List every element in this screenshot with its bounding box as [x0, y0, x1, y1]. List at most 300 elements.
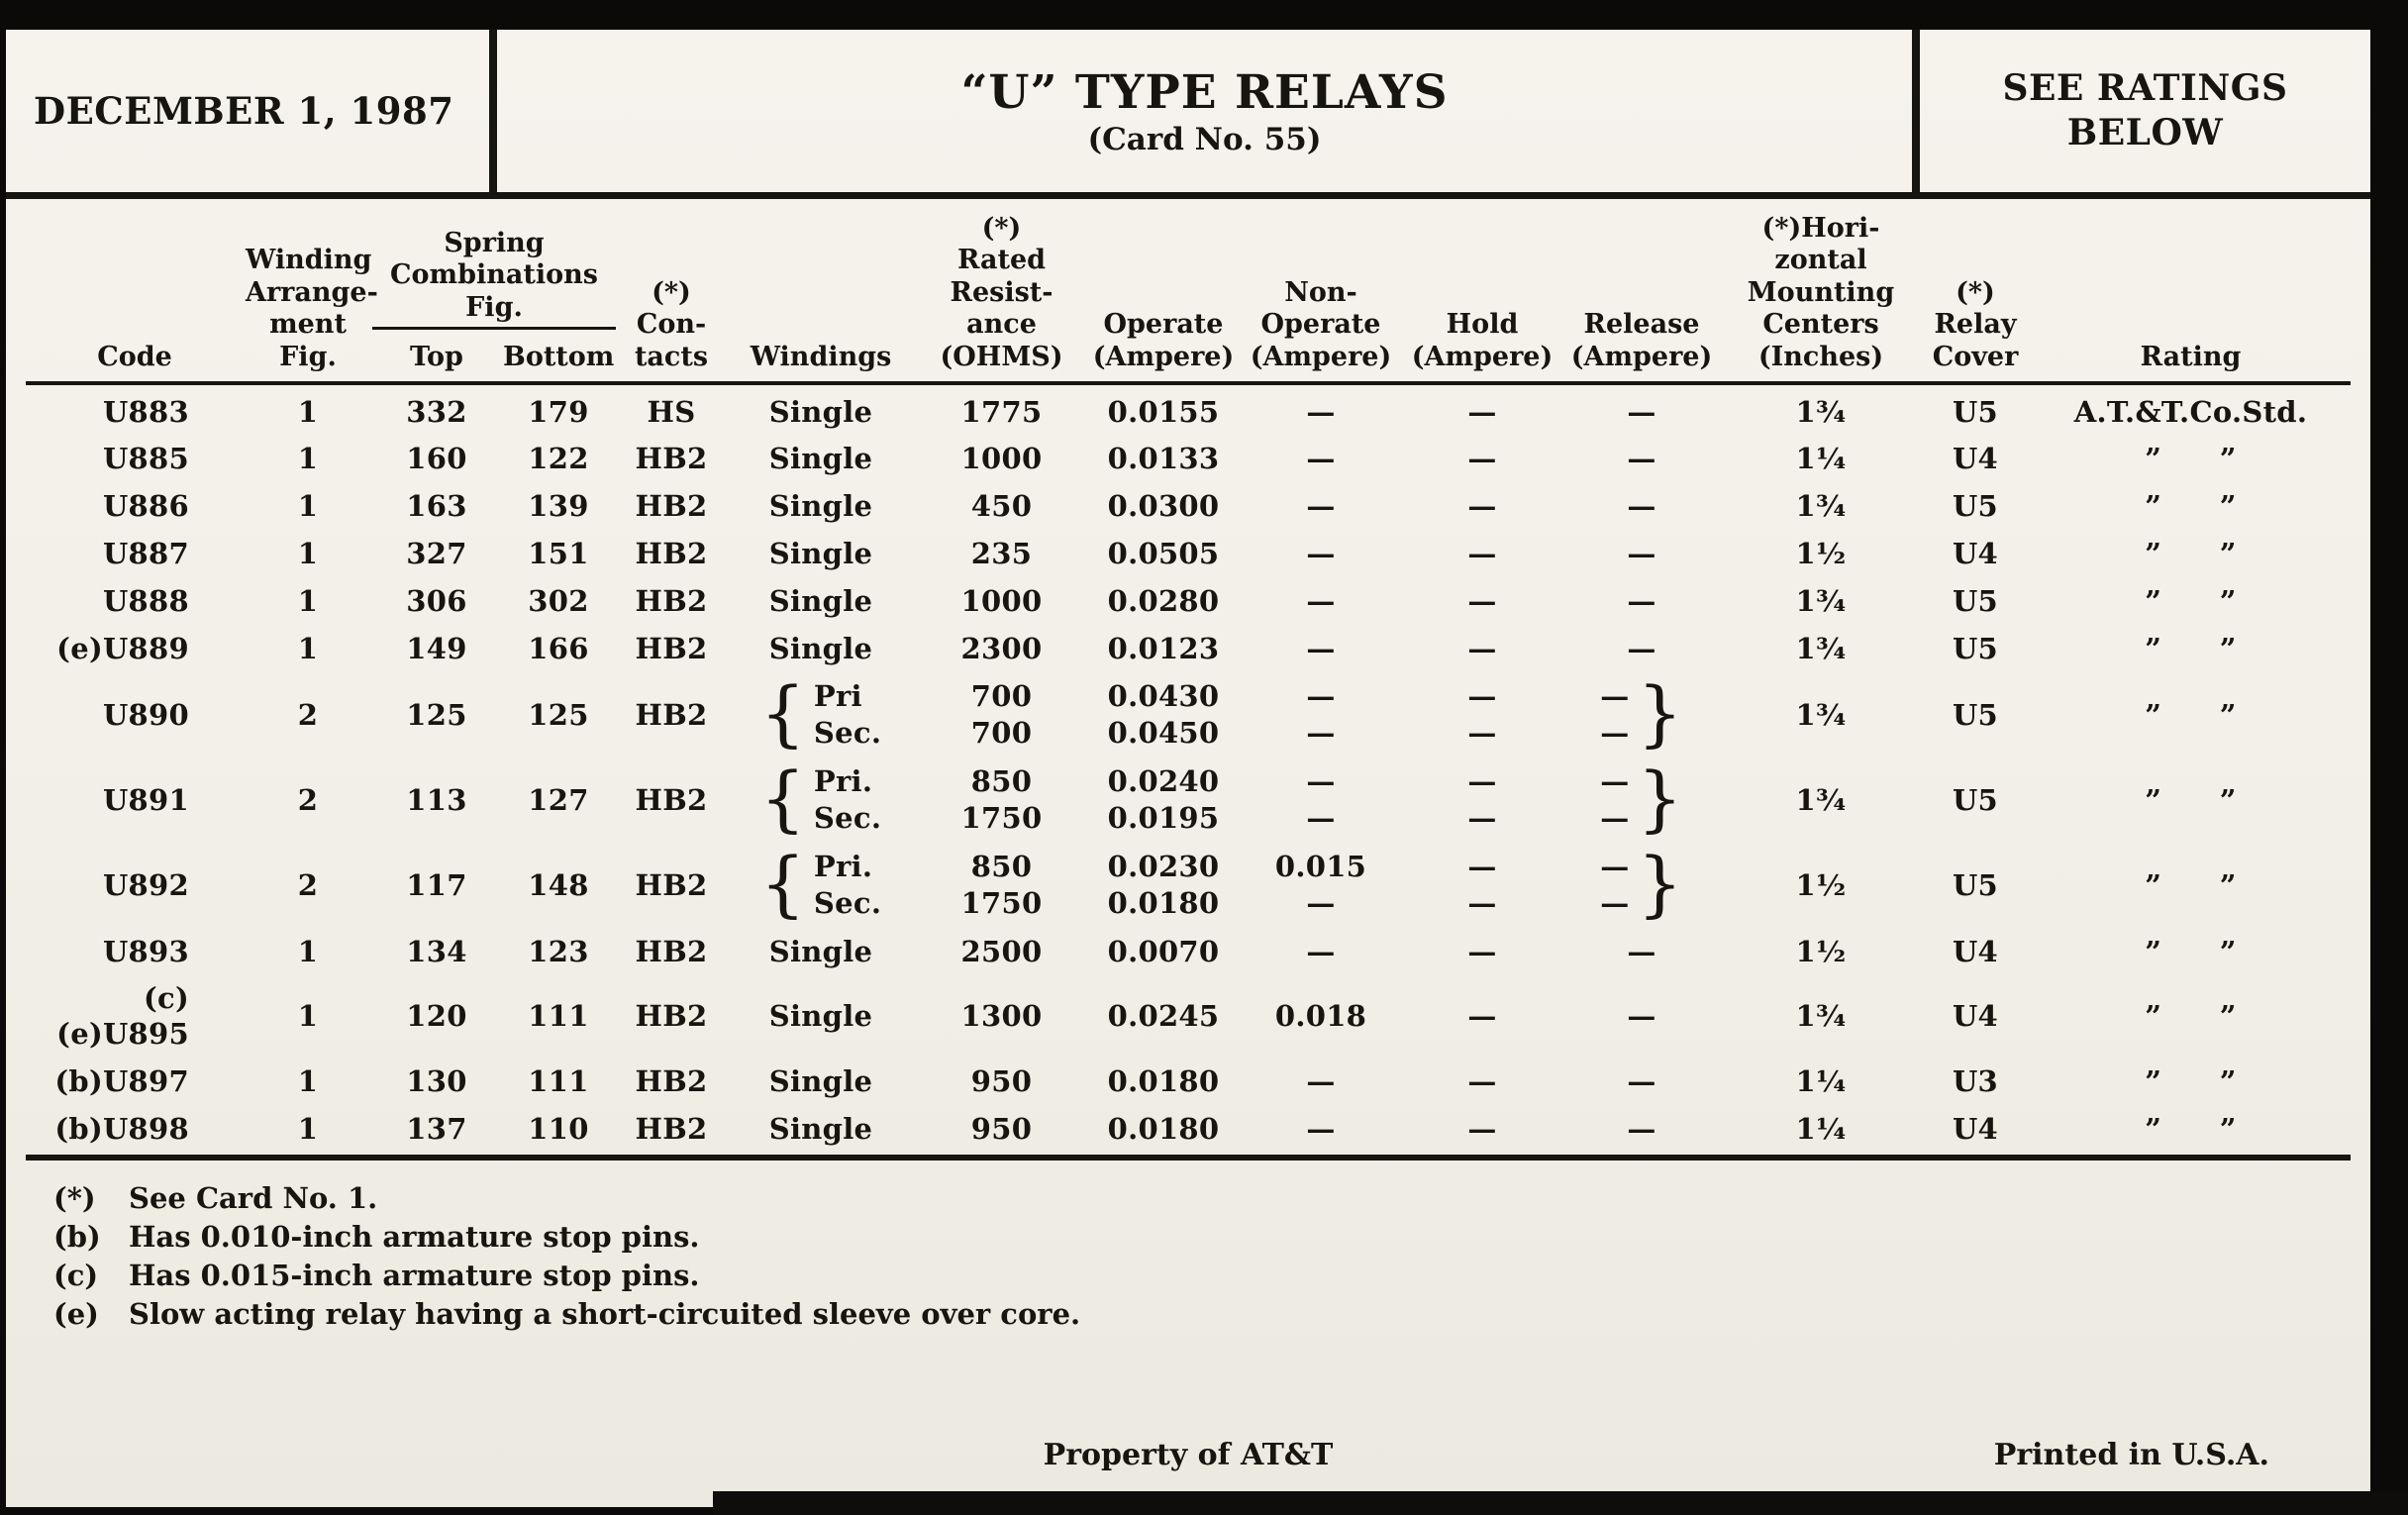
cell-contacts: HB2 — [635, 783, 708, 818]
col-header-mounting: (*)Hori- zontal Mounting Centers (Inches) — [1722, 199, 1920, 383]
cell-code: U888 — [102, 584, 189, 619]
col-header-release: Release (Ampere) — [1561, 199, 1722, 383]
cell-mounting: 1¼ — [1795, 442, 1847, 476]
cell-operate: 0.0155 — [1107, 394, 1220, 429]
cell-line: Sec. — [813, 886, 882, 921]
cell-spring_bottom: 122 — [528, 442, 589, 476]
cell-line: 850 — [970, 850, 1033, 884]
cell-spring_top: 137 — [406, 1111, 467, 1146]
cell-resistance: 1775 — [960, 394, 1043, 429]
cell-release — [1561, 843, 1722, 928]
cell-operate — [1088, 843, 1239, 928]
cell-rating: ” ” — [2145, 1063, 2237, 1098]
col-header-operate: Operate (Ampere) — [1088, 199, 1239, 383]
cell-operate: 0.0123 — [1107, 632, 1220, 666]
cell-rating: ” ” — [2145, 935, 2237, 969]
table-row — [26, 625, 2351, 672]
cell-rating: ” ” — [2145, 584, 2237, 619]
cell-windings: Single — [768, 935, 873, 969]
cell-stack — [814, 849, 881, 922]
cell-line: — — [1467, 679, 1497, 714]
cell-spring_top: 306 — [406, 584, 467, 619]
cell-line: — — [1306, 716, 1336, 751]
cell-line: — — [1306, 886, 1336, 921]
cell-line: — — [1467, 850, 1497, 884]
cell-line: — — [1600, 801, 1630, 836]
cell-line: Pri. — [813, 850, 873, 884]
cell-line: — — [1600, 679, 1630, 714]
cell-stack — [1241, 678, 1401, 752]
cell-line: — — [1600, 764, 1630, 799]
cell-stack — [917, 763, 1086, 837]
cell-release — [1561, 758, 1722, 843]
cell-winding_fig: 1 — [297, 442, 319, 476]
cell-line: — — [1467, 801, 1497, 836]
cell-winding_fig: 1 — [297, 1063, 319, 1098]
cell-stack — [1600, 763, 1629, 837]
cell-code: U885 — [102, 442, 189, 476]
cell-mounting: 1¾ — [1795, 632, 1847, 666]
card-title-block — [489, 30, 1912, 192]
cell-resistance: 1000 — [960, 584, 1043, 619]
cell-winding_fig: 1 — [297, 632, 319, 666]
cell-windings: Single — [768, 442, 873, 476]
cell-stack — [1090, 763, 1237, 837]
cell-winding_fig: 1 — [297, 489, 319, 524]
col-header-hold: Hold (Ampere) — [1403, 199, 1561, 383]
cell-line: — — [1306, 679, 1336, 714]
cell-spring_bottom: 151 — [528, 537, 589, 571]
cell-stack — [814, 678, 881, 752]
cell-non_operate — [1239, 758, 1403, 843]
cell-mounting: 1½ — [1795, 935, 1847, 969]
footnote-text: Has 0.010-inch armature stop pins. — [129, 1219, 700, 1254]
cell-non_operate: — — [1306, 394, 1336, 429]
cell-windings — [727, 672, 915, 758]
cell-resistance: 950 — [970, 1063, 1033, 1098]
cell-line: 1750 — [960, 801, 1043, 836]
cell-rating: ” ” — [2145, 698, 2237, 733]
cell-line: 1750 — [960, 886, 1043, 921]
right-brace: } — [1637, 757, 1683, 841]
cell-line: 700 — [970, 716, 1033, 751]
table-row — [26, 843, 2351, 928]
cell-line: 0.0230 — [1107, 850, 1220, 884]
cell-rating: ” ” — [2145, 442, 2237, 476]
cell-operate: 0.0180 — [1107, 1063, 1220, 1098]
cell-release: — — [1627, 394, 1656, 429]
cell-operate: 0.0505 — [1107, 537, 1220, 571]
cell-spring_bottom: 127 — [528, 783, 589, 818]
footnote-mark: (e) — [53, 1296, 99, 1331]
cell-contacts: HB2 — [635, 632, 708, 666]
cell-line: — — [1600, 850, 1630, 884]
cell-spring_bottom: 111 — [528, 1063, 589, 1098]
cell-cover: U5 — [1952, 632, 1999, 666]
cell-line: — — [1306, 801, 1336, 836]
cell-hold: — — [1467, 935, 1497, 969]
cell-winding_fig: 1 — [297, 999, 319, 1034]
cell-line: 850 — [970, 764, 1033, 799]
cell-code: U891 — [102, 783, 189, 818]
cell-mounting: 1¼ — [1795, 1111, 1847, 1146]
cell-release: — — [1627, 584, 1656, 619]
cell-stack — [1600, 849, 1629, 922]
col-header-code: Code — [26, 199, 244, 383]
cell-stack — [1405, 849, 1559, 922]
cell-contacts: HB2 — [635, 999, 708, 1034]
cell-winding_fig: 1 — [297, 1111, 319, 1146]
cell-mounting: 1¾ — [1795, 584, 1847, 619]
header-row-1 — [26, 199, 2351, 329]
table-row — [26, 928, 2351, 975]
cell-stack — [1600, 678, 1629, 752]
cell-spring_top: 125 — [406, 698, 467, 733]
cell-spring_top: 113 — [406, 783, 467, 818]
cell-spring_top: 117 — [406, 868, 467, 903]
footnote-text: See Card No. 1. — [129, 1180, 378, 1215]
cell-windings: Single — [768, 584, 873, 619]
cell-rating: ” ” — [2145, 1111, 2237, 1146]
footnote — [53, 1181, 2370, 1215]
cell-resistance: 1300 — [960, 999, 1043, 1034]
cell-spring_top: 130 — [406, 1063, 467, 1098]
cell-line: Pri — [813, 679, 862, 714]
spring-group-header: Spring Combinations Fig. — [372, 199, 616, 329]
cell-line: — — [1306, 764, 1336, 799]
col-header-spring_bottom: Bottom — [501, 329, 616, 383]
cell-stack — [1241, 849, 1401, 922]
cell-resistance: 2300 — [960, 632, 1043, 666]
card-page — [6, 30, 2370, 1507]
cell-hold: — — [1467, 1111, 1497, 1146]
cell-contacts: HB2 — [635, 1111, 708, 1146]
cell-line: 0.015 — [1274, 850, 1367, 884]
col-header-windings: Windings — [727, 199, 915, 383]
cell-code: (b)U898 — [54, 1111, 189, 1146]
footnote-mark: (*) — [53, 1180, 96, 1215]
cell-non_operate: — — [1306, 935, 1336, 969]
cell-non_operate — [1239, 672, 1403, 758]
release-brace-group — [1563, 757, 1720, 841]
cell-spring_top: 332 — [406, 394, 467, 429]
cell-line: — — [1600, 886, 1630, 921]
cell-spring_bottom: 110 — [528, 1111, 589, 1146]
cell-operate: 0.0300 — [1107, 489, 1220, 524]
cell-winding_fig: 1 — [297, 584, 319, 619]
cell-line: Sec. — [813, 801, 882, 836]
cell-operate: 0.0180 — [1107, 1111, 1220, 1146]
col-header-resistance: (*) Rated Resist- ance (OHMS) — [915, 199, 1088, 383]
cell-release: — — [1627, 442, 1656, 476]
col-header-winding_fig: Winding Arrange- ment Fig. — [244, 199, 372, 383]
cell-hold — [1403, 758, 1561, 843]
cell-windings: Single — [768, 394, 873, 429]
table-row — [26, 577, 2351, 625]
cell-operate: 0.0245 — [1107, 999, 1220, 1034]
windings-brace-group — [729, 757, 913, 841]
cell-spring_bottom: 148 — [528, 868, 589, 903]
cell-spring_top: 163 — [406, 489, 467, 524]
cell-spring_top: 134 — [406, 935, 467, 969]
cell-spring_bottom: 111 — [528, 999, 589, 1034]
cell-cover: U4 — [1952, 1111, 1999, 1146]
cell-rating: ” ” — [2145, 489, 2237, 524]
cell-resistance: 950 — [970, 1111, 1033, 1146]
cell-cover: U5 — [1952, 584, 1999, 619]
cell-stack — [1405, 678, 1559, 752]
cell-rating: ” ” — [2145, 999, 2237, 1034]
cell-line: Sec. — [813, 716, 882, 751]
footnote — [53, 1220, 2370, 1254]
cell-line: Pri. — [813, 764, 873, 799]
cell-cover: U4 — [1952, 442, 1999, 476]
ratings-note-line1: SEE RATINGS — [2002, 67, 2288, 109]
cell-operate: 0.0133 — [1107, 442, 1220, 476]
cell-cover: U5 — [1952, 698, 1999, 733]
cell-code: (b)U897 — [54, 1063, 189, 1098]
cell-winding_fig: 2 — [297, 783, 319, 818]
cell-line: 0.0450 — [1107, 716, 1220, 751]
cell-line: — — [1467, 716, 1497, 751]
relay-table-head — [26, 199, 2351, 383]
ratings-note — [1912, 30, 2370, 192]
cell-spring_top: 160 — [406, 442, 467, 476]
footer-printed-text: Printed in U.S.A. — [1993, 1438, 2269, 1472]
cell-spring_bottom: 302 — [528, 584, 589, 619]
cell-mounting: 1¼ — [1795, 1063, 1847, 1098]
cell-hold: — — [1467, 1063, 1497, 1098]
table-row — [26, 435, 2351, 482]
cell-stack — [917, 678, 1086, 752]
cell-windings — [727, 758, 915, 843]
cell-resistance — [915, 843, 1088, 928]
table-row — [26, 530, 2351, 577]
card-footer — [6, 1438, 2370, 1479]
cell-cover: U5 — [1952, 868, 1999, 903]
cell-contacts: HB2 — [635, 1063, 708, 1098]
cell-rating: ” ” — [2145, 868, 2237, 903]
table-row — [26, 482, 2351, 530]
cell-windings: Single — [768, 632, 873, 666]
cell-cover: U4 — [1952, 537, 1999, 571]
cell-spring_top: 149 — [406, 632, 467, 666]
table-row — [26, 975, 2351, 1058]
footnote — [53, 1297, 2370, 1331]
cell-mounting: 1½ — [1795, 868, 1847, 903]
cell-rating: ” ” — [2145, 783, 2237, 818]
cell-line: — — [1467, 886, 1497, 921]
cell-line: 0.0240 — [1107, 764, 1220, 799]
col-header-contacts: (*) Con- tacts — [616, 199, 727, 383]
cell-winding_fig: 2 — [297, 868, 319, 903]
left-brace: { — [759, 757, 806, 841]
cell-resistance — [915, 758, 1088, 843]
scan-bottom-edge — [713, 1491, 2408, 1515]
cell-winding_fig: 1 — [297, 537, 319, 571]
cell-non_operate: — — [1306, 537, 1336, 571]
relay-table — [26, 199, 2351, 1153]
table-row — [26, 383, 2351, 435]
cell-resistance: 235 — [970, 537, 1033, 571]
card-header — [6, 30, 2370, 199]
footnote-text: Has 0.015-inch armature stop pins. — [129, 1258, 700, 1292]
ratings-note-line2: BELOW — [2066, 112, 2224, 153]
cell-spring_bottom: 125 — [528, 698, 589, 733]
cell-non_operate: 0.018 — [1274, 999, 1367, 1034]
cell-stack — [1090, 678, 1237, 752]
cell-line: 700 — [970, 679, 1033, 714]
cell-code: U893 — [102, 935, 189, 969]
cell-spring_bottom: 139 — [528, 489, 589, 524]
cell-stack — [917, 849, 1086, 922]
cell-mounting: 1½ — [1795, 537, 1847, 571]
cell-code: (e)U889 — [56, 632, 189, 666]
cell-cover: U5 — [1952, 489, 1999, 524]
cell-code: U890 — [102, 698, 189, 733]
cell-cover: U4 — [1952, 935, 1999, 969]
col-header-spring_top: Top — [372, 329, 501, 383]
cell-line: 0.0180 — [1107, 886, 1220, 921]
cell-resistance: 2500 — [960, 935, 1043, 969]
release-brace-group — [1563, 842, 1720, 926]
cell-release: — — [1627, 935, 1656, 969]
cell-line: — — [1600, 716, 1630, 751]
cell-winding_fig: 1 — [297, 935, 319, 969]
cell-operate — [1088, 758, 1239, 843]
cell-code: U887 — [102, 537, 189, 571]
col-header-cover: (*) Relay Cover — [1920, 199, 2031, 383]
footnote-text: Slow acting relay having a short-circuited sleeve over core. — [129, 1296, 1081, 1331]
cell-contacts: HB2 — [635, 935, 708, 969]
table-row — [26, 672, 2351, 758]
cell-hold: — — [1467, 584, 1497, 619]
cell-resistance: 450 — [970, 489, 1033, 524]
cell-hold: — — [1467, 999, 1497, 1034]
right-brace: } — [1637, 671, 1683, 756]
cell-spring_top: 327 — [406, 537, 467, 571]
cell-contacts: HB2 — [635, 489, 708, 524]
cell-windings: Single — [768, 537, 873, 571]
cell-hold — [1403, 843, 1561, 928]
windings-brace-group — [729, 671, 913, 756]
cell-stack — [1090, 849, 1237, 922]
card-title: “U” TYPE RELAYS — [960, 64, 1449, 120]
relay-table-wrap — [6, 199, 2370, 1161]
cell-release: — — [1627, 1063, 1656, 1098]
cell-release: — — [1627, 1111, 1656, 1146]
cell-non_operate: — — [1306, 442, 1336, 476]
cell-spring_bottom: 166 — [528, 632, 589, 666]
cell-windings: Single — [768, 489, 873, 524]
cell-non_operate: — — [1306, 1111, 1336, 1146]
cell-release: — — [1627, 537, 1656, 571]
cell-mounting: 1¾ — [1795, 489, 1847, 524]
cell-rating: ” ” — [2145, 537, 2237, 571]
cell-cover: U5 — [1952, 783, 1999, 818]
table-row — [26, 1058, 2351, 1105]
col-header-non_operate: Non- Operate (Ampere) — [1239, 199, 1403, 383]
release-brace-group — [1563, 671, 1720, 756]
cell-stack — [1241, 763, 1401, 837]
cell-code: (c)(e)U895 — [56, 981, 189, 1052]
cell-contacts: HS — [647, 394, 696, 429]
left-brace: { — [759, 842, 806, 926]
cell-winding_fig: 2 — [297, 698, 319, 733]
windings-brace-group — [729, 842, 913, 926]
cell-cover: U4 — [1952, 999, 1999, 1034]
footer-property-text: Property of AT&T — [1043, 1438, 1334, 1472]
cell-non_operate: — — [1306, 489, 1336, 524]
cell-spring_top: 120 — [406, 999, 467, 1034]
cell-line: — — [1467, 764, 1497, 799]
cell-contacts: HB2 — [635, 698, 708, 733]
cell-mounting: 1¾ — [1795, 999, 1847, 1034]
cell-rating: A.T.&T.Co.Std. — [2073, 394, 2308, 429]
cell-hold — [1403, 672, 1561, 758]
cell-stack — [814, 763, 881, 837]
cell-mounting: 1¾ — [1795, 783, 1847, 818]
cell-non_operate — [1239, 843, 1403, 928]
cell-release: — — [1627, 999, 1656, 1034]
cell-hold: — — [1467, 442, 1497, 476]
cell-release: — — [1627, 632, 1656, 666]
cell-windings: Single — [768, 1063, 873, 1098]
cell-contacts: HB2 — [635, 537, 708, 571]
cell-release — [1561, 672, 1722, 758]
cell-rating: ” ” — [2145, 632, 2237, 666]
cell-cover: U3 — [1952, 1063, 1999, 1098]
cell-line: 0.0195 — [1107, 801, 1220, 836]
cell-windings: Single — [768, 999, 873, 1034]
cell-resistance — [915, 672, 1088, 758]
cell-mounting: 1¾ — [1795, 698, 1847, 733]
left-brace: { — [759, 671, 806, 756]
cell-cover: U5 — [1952, 394, 1999, 429]
table-row — [26, 1105, 2351, 1153]
cell-windings: Single — [768, 1111, 873, 1146]
cell-contacts: HB2 — [635, 442, 708, 476]
table-row — [26, 758, 2351, 843]
cell-code: U892 — [102, 868, 189, 903]
footnote-mark: (b) — [53, 1219, 101, 1254]
cell-operate — [1088, 672, 1239, 758]
right-brace: } — [1637, 842, 1683, 926]
cell-contacts: HB2 — [635, 584, 708, 619]
cell-stack — [1405, 763, 1559, 837]
cell-spring_bottom: 179 — [528, 394, 589, 429]
cell-hold: — — [1467, 537, 1497, 571]
cell-resistance: 1000 — [960, 442, 1043, 476]
cell-mounting: 1¾ — [1795, 394, 1847, 429]
cell-hold: — — [1467, 489, 1497, 524]
card-date: DECEMBER 1, 1987 — [34, 89, 454, 133]
relay-table-body — [26, 383, 2351, 1153]
cell-contacts: HB2 — [635, 868, 708, 903]
cell-line: 0.0430 — [1107, 679, 1220, 714]
cell-code: U883 — [102, 394, 189, 429]
cell-release: — — [1627, 489, 1656, 524]
cell-hold: — — [1467, 632, 1497, 666]
cell-windings — [727, 843, 915, 928]
cell-spring_bottom: 123 — [528, 935, 589, 969]
footnote — [53, 1259, 2370, 1292]
col-header-rating: Rating — [2031, 199, 2351, 383]
cell-non_operate: — — [1306, 1063, 1336, 1098]
footnote-mark: (c) — [53, 1258, 99, 1292]
cell-hold: — — [1467, 394, 1497, 429]
cell-winding_fig: 1 — [297, 394, 319, 429]
